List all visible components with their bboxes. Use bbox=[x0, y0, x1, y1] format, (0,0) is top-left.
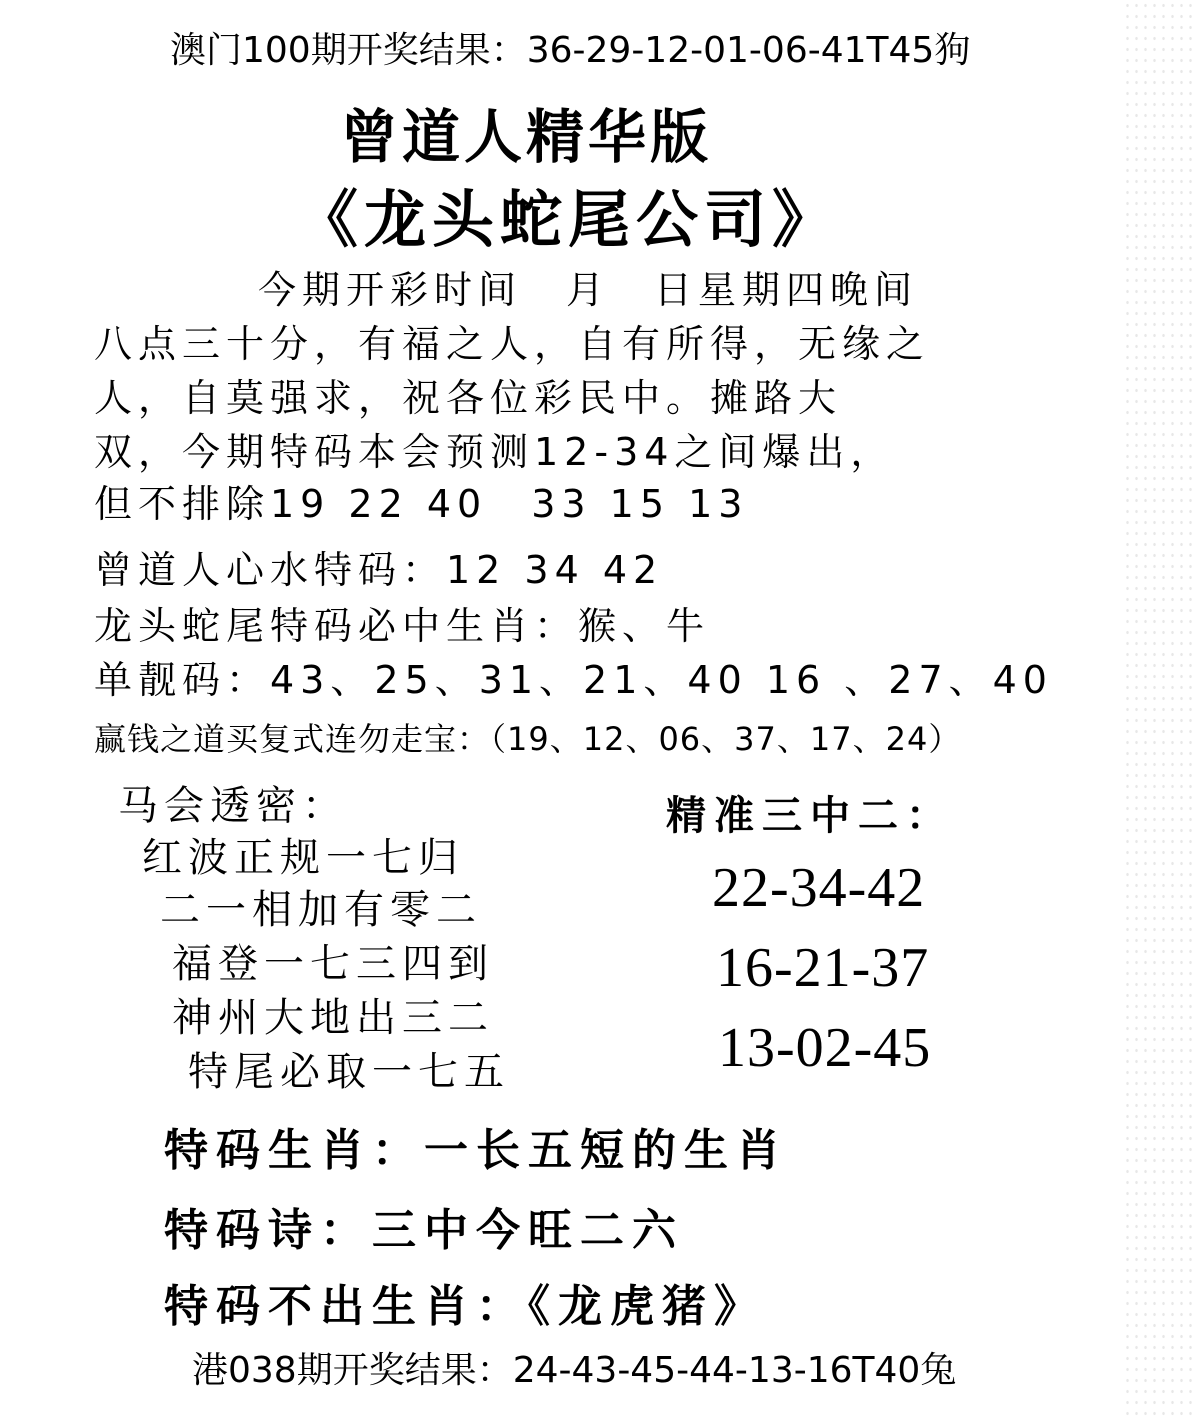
precise-set: 22-34-42 bbox=[712, 857, 926, 919]
intro-line-2: 八点三十分，有福之人，自有所得，无缘之 bbox=[94, 322, 931, 366]
horse-club-line: 福登一七三四到 bbox=[172, 941, 494, 987]
precise-set: 13-02-45 bbox=[718, 1017, 932, 1079]
hk-result-line: 港038期开奖结果：24-43-45-44-13-16T40兔 bbox=[192, 1350, 957, 1391]
yingqian-line: 赢钱之道买复式连勿走宝：（19、12、06、37、17、24） bbox=[94, 720, 962, 758]
scan-noise bbox=[1123, 0, 1193, 1416]
special-not-out: 特码不出生肖：《龙虎猪》 bbox=[164, 1281, 766, 1332]
horse-club-line: 神州大地出三二 bbox=[172, 995, 494, 1041]
xinshui-line: 曾道人心水特码：12 34 42 bbox=[94, 548, 664, 592]
horse-club-line: 二一相加有零二 bbox=[160, 887, 482, 933]
main-title: 曾道人精华版 bbox=[340, 103, 713, 171]
precise-set: 16-21-37 bbox=[716, 937, 930, 999]
special-poem: 特码诗：三中今旺二六 bbox=[164, 1205, 684, 1256]
danliang-line: 单靓码：43、25、31、21、40 16 、27、40 bbox=[94, 658, 1053, 702]
shengxiao-line: 龙头蛇尾特码必中生肖：猴、牛 bbox=[94, 604, 711, 648]
intro-line-4: 双，今期特码本会预测12-34之间爆出， bbox=[94, 430, 895, 474]
sub-title: 《龙头蛇尾公司》 bbox=[296, 183, 841, 256]
intro-line-5: 但不排除19 22 40 33 15 13 bbox=[94, 482, 749, 526]
horse-club-line: 特尾必取一七五 bbox=[188, 1049, 510, 1095]
intro-line-3: 人，自莫强求，祝各位彩民中。摊路大 bbox=[94, 376, 843, 420]
horse-club-label: 马会透密： bbox=[118, 783, 348, 829]
horse-club-line: 红波正规一七归 bbox=[142, 835, 464, 881]
macau-result-line: 澳门100期开奖结果：36-29-12-01-06-41T45狗 bbox=[170, 30, 971, 71]
intro-line-1: 今期开彩时间 月 日星期四晚间 bbox=[258, 268, 919, 312]
special-shengxiao: 特码生肖：一长五短的生肖 bbox=[164, 1125, 788, 1176]
precise-label: 精准三中二： bbox=[666, 793, 954, 839]
